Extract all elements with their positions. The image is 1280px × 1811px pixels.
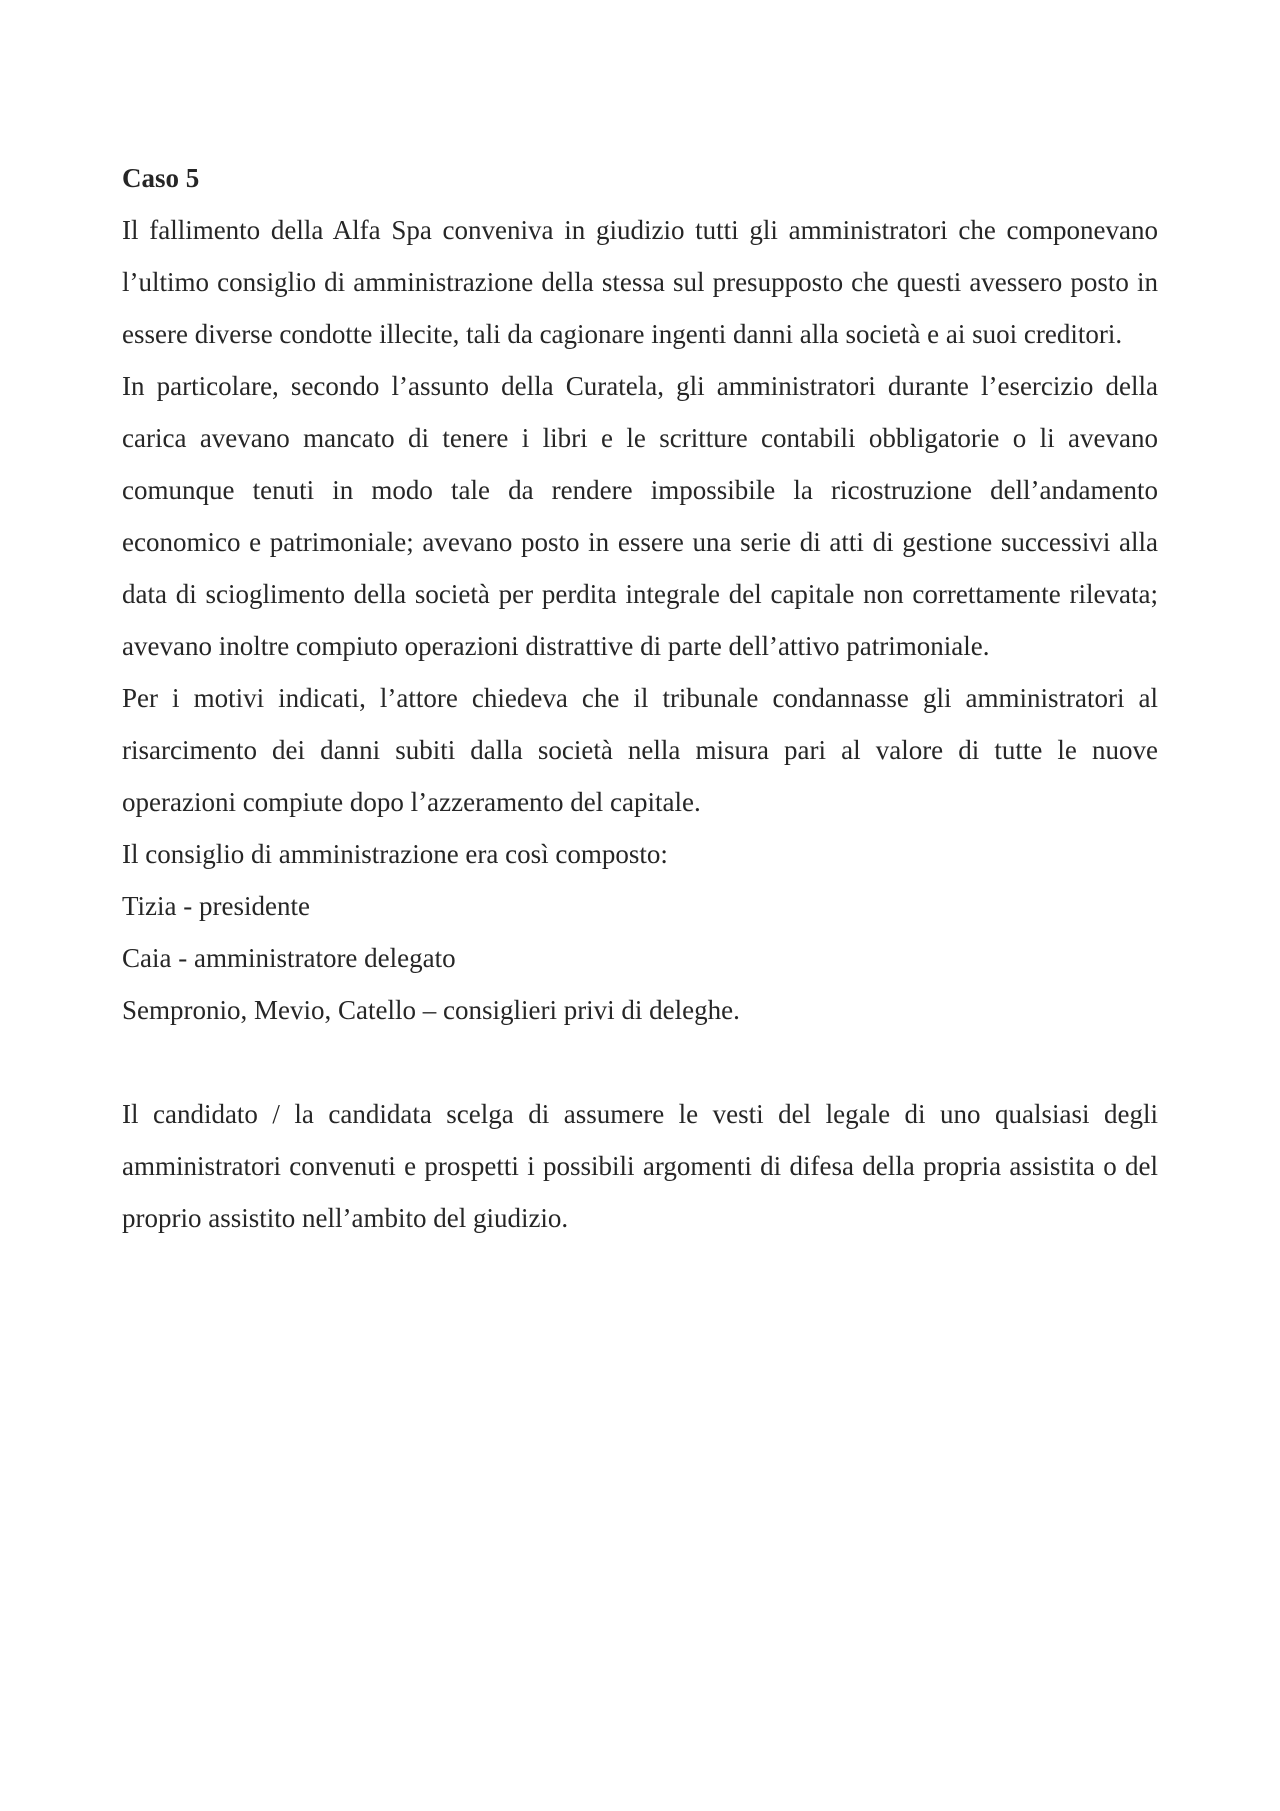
board-member-president: Tizia - presidente bbox=[122, 891, 310, 921]
document-page bbox=[122, 152, 1158, 1244]
paragraph-facts: Il fallimento della Alfa Spa conveniva in giudizio tutti gli amministratori che componevano l’ultimo consiglio di amministrazione della stessa sul presupposto che questi avessero posto in essere diverse condotte illecite, tali da cagionare ingenti danni alla società e ai suoi creditori. bbox=[122, 215, 1158, 349]
document-title: Caso 5 bbox=[122, 163, 200, 193]
task-paragraph: Il candidato / la candidata scelga di assumere le vesti del legale di uno qualsiasi degli amministratori convenuti e prospetti i possibili argomenti di difesa della propria assistita o del proprio assistito nell’ambito del giudizio. bbox=[122, 1099, 1158, 1233]
board-member-councillors: Sempronio, Mevio, Catello – consiglieri privi di deleghe. bbox=[122, 995, 740, 1025]
paragraph-allegations: In particolare, secondo l’assunto della Curatela, gli amministratori durante l’esercizio della carica avevano mancato di tenere i libri e le scritture contabili obbligatorie o li avevano comunque tenuti in modo tale da rendere impossibile la ricostruzione dell’andamento economico e patrimoniale; avevano posto in essere una serie di atti di gestione successivi alla data di scioglimento della società per perdita integrale del capitale non correttamente rilevata; avevano inoltre compiuto operazioni distrattive di parte dell’attivo patrimoniale. bbox=[122, 371, 1158, 661]
paragraph-claim: Per i motivi indicati, l’attore chiedeva che il tribunale condannasse gli amministratori al risarcimento dei danni subiti dalla società nella misura pari al valore di tutte le nuove operazioni compiute dopo l’azzeramento del capitale. bbox=[122, 683, 1158, 817]
board-member-delegate: Caia - amministratore delegato bbox=[122, 943, 456, 973]
board-intro: Il consiglio di amministrazione era così composto: bbox=[122, 839, 668, 869]
blank-line bbox=[122, 1036, 1158, 1088]
